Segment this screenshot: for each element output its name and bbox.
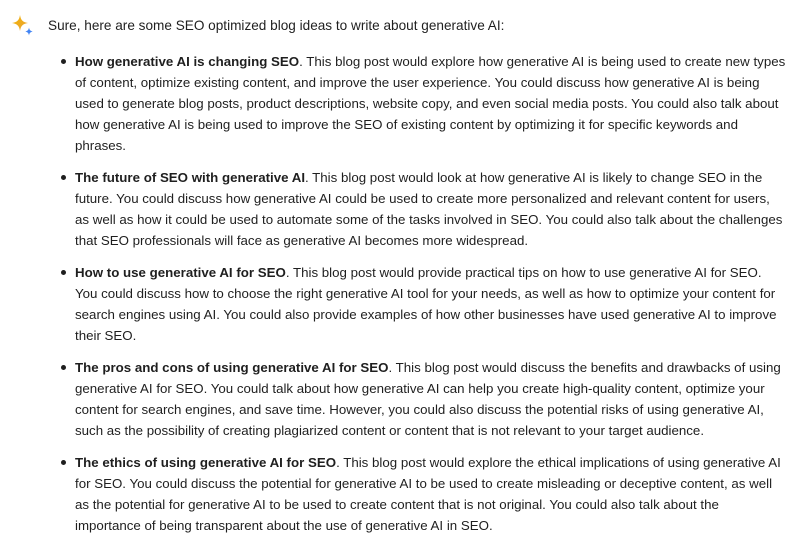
idea-body: . This blog post would look at how generative AI is likely to change SEO in the future. You could discuss how generative AI could be used to create more personalized and relevant content for users, as well as how it could be used to automate some of the tasks involved in SEO. You could also talk about the challenges that SEO professionals will face as generative AI becomes more widespread. — [75, 170, 783, 248]
idea-title: The future of SEO with generative AI — [75, 170, 306, 185]
idea-title: How to use generative AI for SEO — [75, 265, 286, 280]
idea-body: . This blog post would discuss the benefits and drawbacks of using generative AI for SEO. You could talk about how generative AI can help you create high-quality content, optimize your content for search engines, and save time. However, you could also discuss the potential risks of using generative AI, such as the possibility of creating plagiarized content or content that is not relevant to your target audience. — [75, 360, 781, 438]
idea-body: . This blog post would explore the ethical implications of using generative AI for SEO. You could discuss the potential for generative AI to be used to create misleading or deceptive content, as well as the potential for generative AI to be used to create content that is not original. You could also talk about the importance of being transparent about the use of generative AI in SEO. — [75, 455, 781, 533]
list-item — [75, 357, 787, 441]
gemini-sparkle-icon — [9, 12, 35, 38]
list-item — [75, 452, 787, 536]
idea-body: . This blog post would provide practical tips on how to use generative AI for SEO. You could discuss how to choose the right generative AI tool for your needs, as well as how to optimize your content for search engines using AI. You could also provide examples of how other businesses have used generative AI to improve their SEO. — [75, 265, 777, 343]
idea-title: The ethics of using generative AI for SEO — [75, 455, 337, 470]
idea-title: The pros and cons of using generative AI for SEO — [75, 360, 389, 375]
idea-body: . This blog post would explore how generative AI is being used to create new types of content, optimize existing content, and improve the user experience. You could discuss how generative AI is being used to generate blog posts, product descriptions, website copy, and even social media posts. You could also talk about how generative AI is being used to improve the SEO of existing content by optimizing it for specific keywords and phrases. — [75, 54, 786, 153]
blog-ideas-list — [53, 51, 787, 547]
response-intro: Sure, here are some SEO optimized blog ideas to write about generative AI: — [48, 18, 505, 33]
list-item — [75, 262, 787, 346]
list-item — [75, 51, 787, 156]
idea-title: How generative AI is changing SEO — [75, 54, 300, 69]
list-item — [75, 167, 787, 251]
